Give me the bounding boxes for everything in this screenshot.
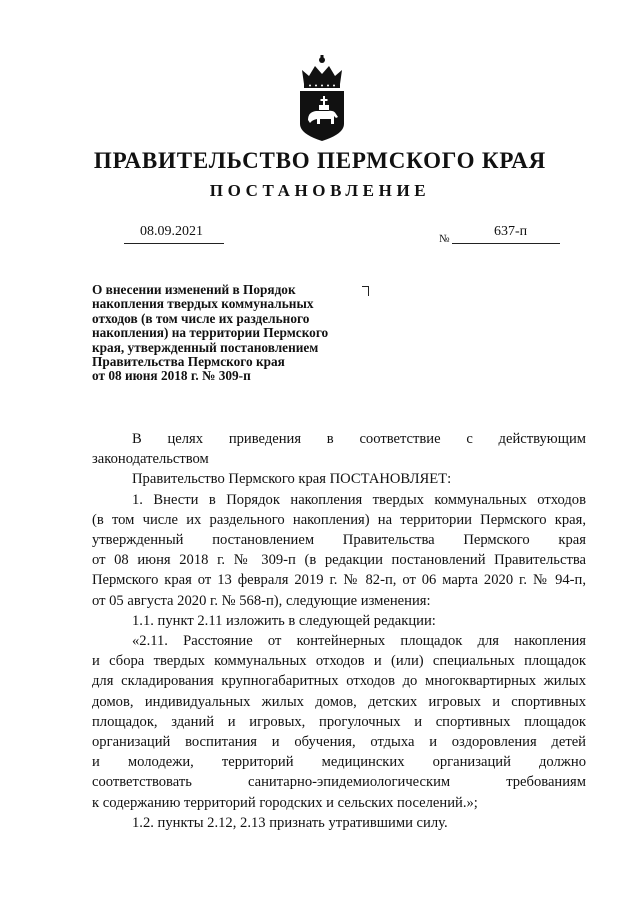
body-line: соответствовать санитарно-эпидемиологическим требованиям	[92, 774, 586, 791]
body-line: для складирования крупногабаритных отходов до многоквартирных жилых	[92, 673, 586, 690]
body-line: Правительство Пермского края ПОСТАНОВЛЯЕТ:	[132, 471, 452, 488]
document-body	[92, 429, 586, 833]
document-subject	[92, 283, 382, 384]
subject-line: накопления) на территории Пермского	[92, 325, 329, 341]
body-line: от 05 августа 2020 г. № 568-п), следующие изменения:	[92, 592, 431, 609]
document-number: 637-п	[494, 224, 528, 239]
body-line: утвержденный постановлением Правительства Пермского края	[92, 532, 586, 549]
body-line: (в том числе их раздельного накопления) на территории Пермского края,	[92, 511, 586, 528]
body-line: «2.11. Расстояние от контейнерных площадок для накопления	[132, 633, 586, 650]
body-line: 1. Внести в Порядок накопления твердых коммунальных отходов	[132, 491, 586, 508]
body-line: 1.1. пункт 2.11 изложить в следующей редакции:	[132, 612, 436, 629]
perm-krai-coat-of-arms-icon	[296, 54, 348, 142]
number-sign: №	[439, 233, 450, 245]
date-underline	[124, 243, 224, 244]
organization-title: ПРАВИТЕЛЬСТВО ПЕРМСКОГО КРАЯ	[93, 148, 547, 173]
body-line: площадок, зданий и игровых, прогулочных и спортивных площадок	[92, 713, 586, 730]
number-underline	[452, 243, 560, 244]
subject-line: Правительства Пермского края	[92, 354, 285, 370]
body-line: домов, индивидуальных жилых домов, детских игровых и спортивных	[92, 693, 586, 710]
body-line: В целях приведения в соответствие с действующим	[132, 431, 586, 447]
body-line: и сбора твердых коммунальных отходов и (или) специальных площадок	[92, 653, 586, 670]
document-date: 08.09.2021	[140, 224, 203, 239]
subject-line: накопления твердых коммунальных	[92, 296, 314, 312]
body-line: Пермского края от 13 февраля 2019 г. № 82-п, от 06 марта 2020 г. № 94-п,	[92, 572, 586, 589]
body-line: к содержанию территорий городских и сельских поселений.»;	[92, 794, 478, 811]
subject-line: О внесении изменений в Порядок	[92, 282, 296, 297]
body-line: 1.2. пункты 2.12, 2.13 признать утратившими силу.	[132, 814, 448, 831]
body-line: от 08 июня 2018 г. № 309-п (в редакции постановлений Правительства	[92, 552, 586, 569]
subject-line: отходов (в том числе их раздельного	[92, 310, 310, 326]
body-line: и молодежи, территорий медицинских организаций должно	[92, 754, 586, 771]
subject-corner-mark	[362, 286, 369, 296]
document-type: ПОСТАНОВЛЕНИЕ	[209, 181, 431, 200]
subject-line: от 08 июня 2018 г. № 309-п	[92, 368, 251, 384]
body-line: организаций воспитания и обучения, отдыха и оздоровления детей	[92, 734, 586, 751]
subject-line: края, утвержденный постановлением	[92, 339, 319, 355]
body-line: законодательством	[92, 451, 209, 468]
